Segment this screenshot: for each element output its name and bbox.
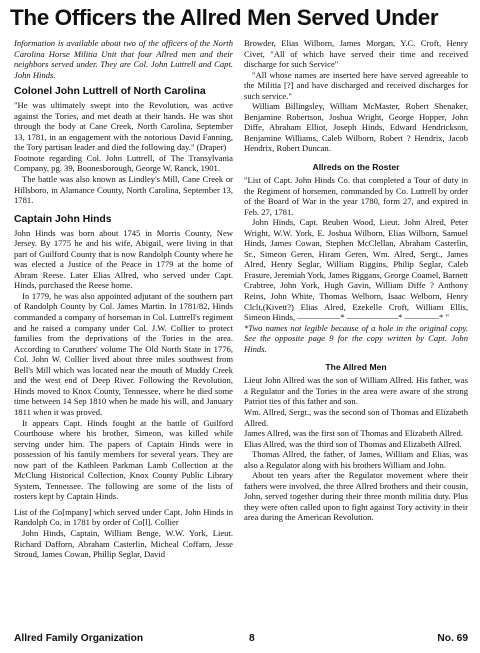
section-heading-luttrell: Colonel John Luttrell of North Carolina — [14, 86, 206, 98]
page-title: The Officers the Allred Men Served Under — [10, 5, 439, 30]
roster-list-1-cont: Browder, Elias Wilborn, James Morgan, Y.C. Croft, Henry Civet, "All of which have served their time and received discharge for such Service" — [244, 38, 468, 70]
roster-note: "All whose names are inserted here have served agreeable to the Militia [?] and have discharged and received discharges for such service." — [244, 69, 468, 101]
roster-3-intro: "List of Capt. John Hinds Co. that completed a Tour of duty in the Regiment of horsemen, commanded by Co. Luttrell by order of the Board of War in the year 1780, form 27, and expired in Feb. 27, 1781. — [244, 175, 468, 217]
allred-john: Lieut John Allred was the son of William Allred. His father, was a Regulator and the Tories in the area were aware of the strong Patriot ties of this father and son. — [244, 375, 468, 407]
right-column — [244, 38, 468, 630]
left-column — [14, 38, 233, 630]
allred-james: James Allred, was the first son of Thomas and Elizabeth Allred. — [244, 428, 463, 439]
allred-thomas: Thomas Allred, the father, of James, William and Elias, was also a Regulator along with his brothers William and John. — [244, 449, 468, 470]
subheading-allred-men: The Allred Men — [325, 362, 387, 373]
roster-list-3: John Hinds, Capt. Reuben Wood, Lieut. John Alred, Peter Wright, W.W. York, E. Joshua Wilborn, Elias Wilborn, Samuel Hinds, James Cowan, Stephen McClellan, Abraham Casterlin, Sr., Simeon Geren, Hiram Geren, Wm. Alred, Sergt., James Alred, Henry Seglar, William Riggins, Philip Seglar, Caleb Frasure, Jeremiah York, James Riggans, George Coamel, Barnett Crabtree, John York, Hugh Gavin, William Diffe ? Anthony Reins, John White, Thomas Welborn, Isaac Welborn, Henry Clclt,(Kivett?) Elias Alred, Ezekelle Croft, William Ellis, Simeon Hinds, —————* ——————* ————* " — [244, 217, 468, 323]
luttrell-footnote: Footnote regarding Col. John Luttrell, of The Transylvania Company, pg. 39, Boonesborough, George W. Ranck, 1901. — [14, 152, 233, 174]
subheading-allreds-roster: Allreds on the Roster — [312, 162, 400, 173]
footer-organization: Allred Family Organization — [14, 633, 144, 644]
hinds-paragraph-1: John Hinds was born about 1745 in Morris County, New Jersey. By 1775 he and his wife, Abigail, were living in that part of Guilford County that is now Randolph County where he was elected a Justice of the Peace in 1779 at the home of Abram Reese. Later Elias Allred, who served under Capt. Hinds, purchased the Reese home. — [14, 227, 233, 291]
roster-list-2: William Billingsley, William McMaster, Robert Shenaker, Benjamine Robertson, Joshua Wright, George Hopper, John Diffe, Abraham Elliot, Joseph Hinds, Edward Hendrickson, Benjamine Williams, Caleb Wilborn, Robert ? Hendrix, Jacob Hendrix, Robert Duncan. — [244, 101, 468, 154]
hinds-paragraph-2: In 1779, he was also appointed adjutant of the southern part of Randolph County by Col. James Martin. In 1781/82, Hinds commanded a company of horseman in Col. Luttrell's regiment and he raised a company under Col. J.W. Collier to protect families from the deprivations of the Tories in the area. According to Caruthers' volume The Old North State in 1776, Col. John W. Collier lived about three miles southwest from Bell's Mill which was located near the mouth of Muddy Creek and the west end of Deep River. Following the Revolution, Hinds moved to Knox County, Tennessee, where he died some time between 14 Sep 1810 when he made his will, and January 1811 when it was proved. — [14, 290, 233, 417]
page-footer — [14, 631, 468, 647]
hinds-paragraph-3: It appears Capt. Hinds fought at the battle of Guilford Courthouse where his brother, Simeon, was killed while serving under him. The papers of Captain Hinds were in possession of his family members for several years. They are now part of the Kathleen Parkman Lamb Collection at the McClung Historical Collection, Knox County Public Library System, Tennessee. The following are some of the lists of rosters kept by Captain Hinds. — [14, 417, 233, 502]
roster-footnote: *Two names not legible because of a hole in the original copy. See the opposite page 9 for the copy written by Capt. John Hinds. — [244, 322, 468, 354]
intro-paragraph: Information is available about two of the officers of the North Carolina Horse Militia Unit that four Allred men and their neighbors served under. They are Col. John Luttrell and Capt. John Hinds. — [14, 38, 233, 80]
section-heading-hinds: Captain John Hinds — [14, 213, 112, 225]
roster-intro: List of the Co[mpany] which served under Capt. John Hinds in Randolph Co. in 1781 by order of Co[l]. Collier — [14, 506, 233, 528]
footer-page-number: 8 — [249, 633, 255, 644]
allred-william: Wm. Allred, Sergt., was the second son of Thomas and Elizabeth Allred. — [244, 406, 468, 428]
footer-issue-number: No. 69 — [437, 633, 468, 644]
allred-closing-paragraph: About ten years after the Regulator movement where their fathers were involved, the three Allred brothers and their cousin, John, served together during their three month militia duty. Plus they were often called upon to fight against Tory activity in their area during the American Revolution. — [244, 470, 468, 523]
allred-elias: Elias Allred, was the third son of Thomas and Elizabeth Allred. — [244, 438, 462, 449]
luttrell-paragraph-2: The battle was also known as Lindley's Mill, Cane Creek or Hillsboro, in Alamance County, North Carolina, September 13, 1781. — [14, 174, 233, 206]
luttrell-paragraph-1: "He was ultimately swept into the Revolution, was active against the Tories, and met death at their hands. He was shot through the body at Cane Creek, North Carolina, September 13, 1781, in an engagement with the notorious David Fanning, the Tory partisan leader and died the following day." (Draper) — [14, 100, 233, 153]
roster-list-1: John Hinds, Captain, William Benge, W.W. York, Lieut. Richard Dafforn, Abraham Casterlin, Micheal Coffarn, Jesse Stroud, James Cowan, Phillip Seglar, David — [14, 527, 233, 560]
